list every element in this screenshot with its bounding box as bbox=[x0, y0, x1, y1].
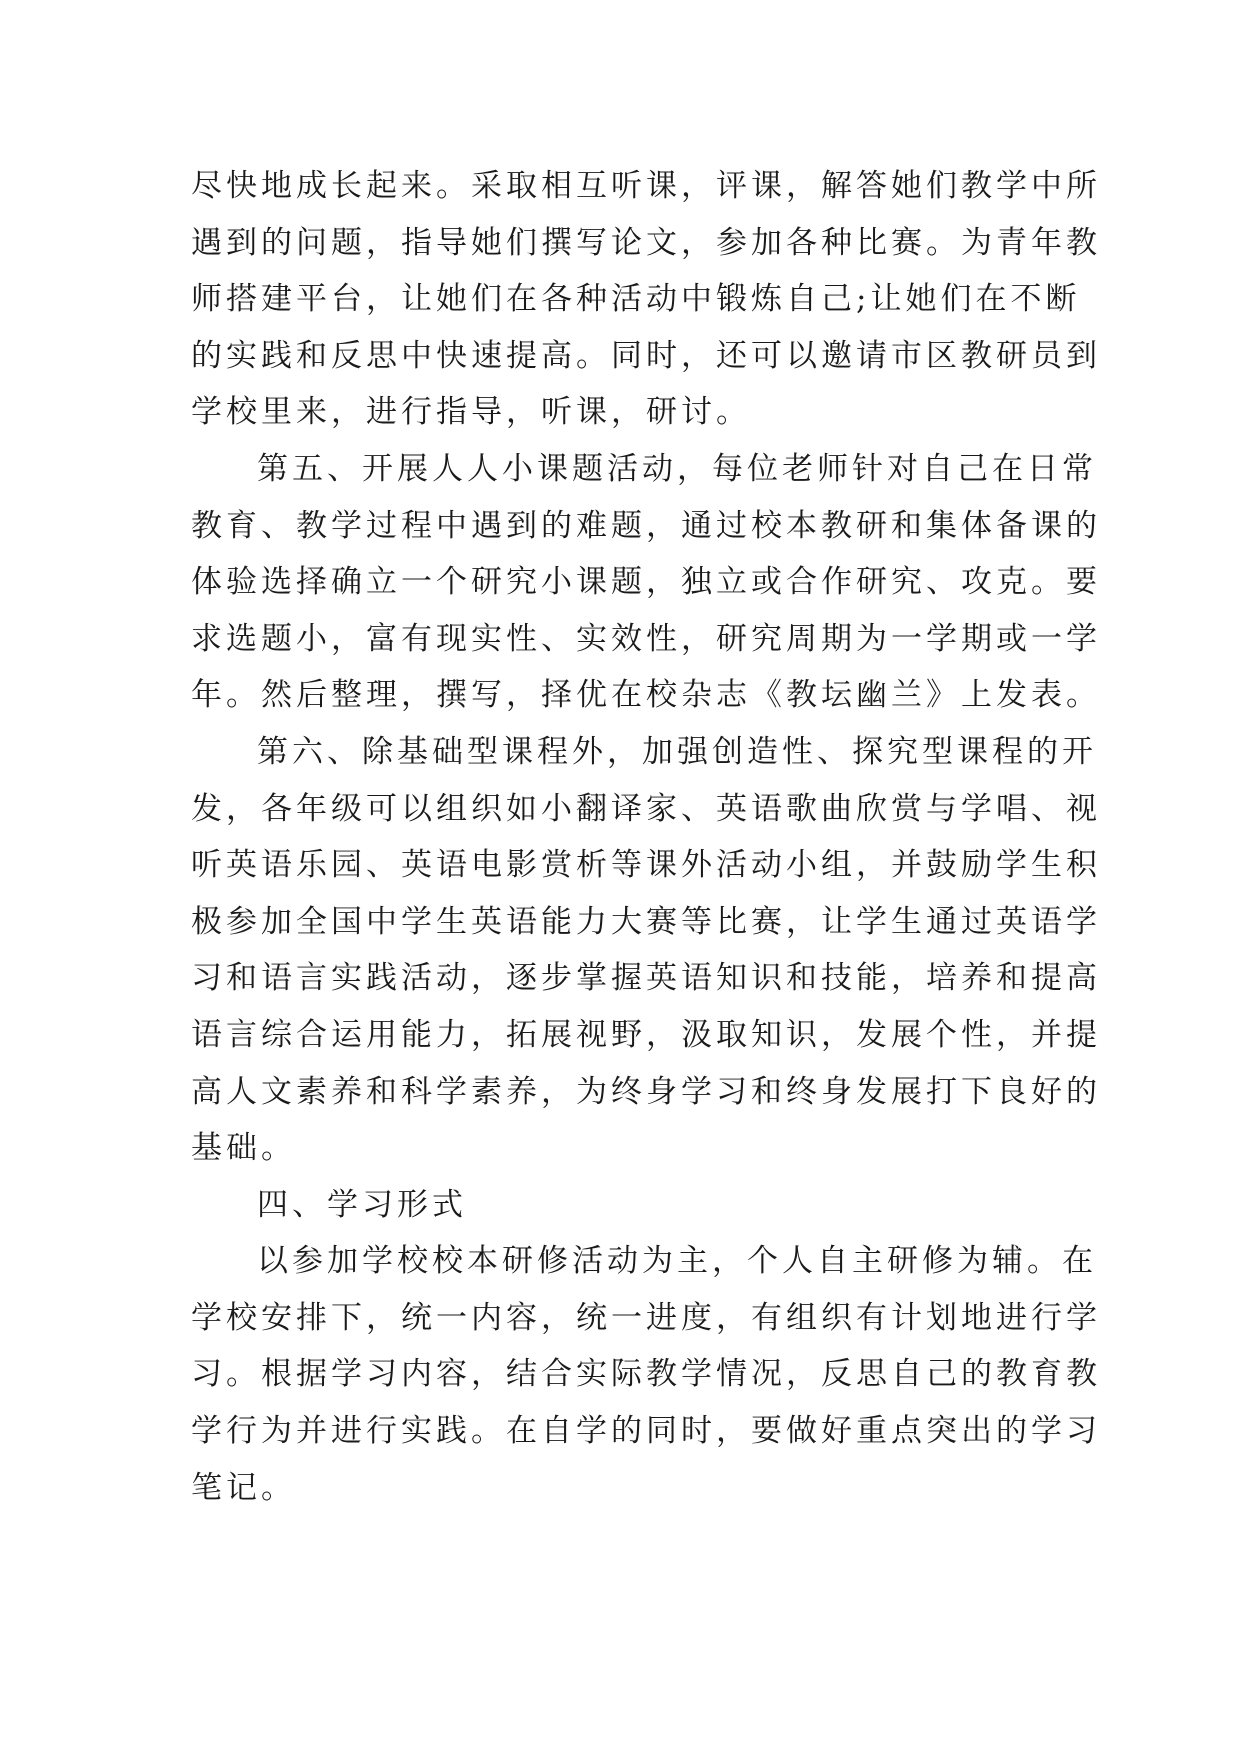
text-line: 师搭建平台，让她们在各种活动中锻炼自己;让她们在不断 bbox=[191, 281, 1081, 318]
text-line: 遇到的问题，指导她们撰写论文，参加各种比赛。为青年教 bbox=[191, 224, 1101, 261]
text-line: 极参加全国中学生英语能力大赛等比赛，让学生通过英语学 bbox=[191, 903, 1101, 940]
text-line: 听英语乐园、英语电影赏析等课外活动小组，并鼓励学生积 bbox=[191, 847, 1101, 884]
text-line: 的实践和反思中快速提高。同时，还可以邀请市区教研员到 bbox=[191, 337, 1101, 374]
text-line: 教育、教学过程中遇到的难题，通过校本教研和集体备课的 bbox=[191, 507, 1101, 544]
text-line: 习和语言实践活动，逐步掌握英语知识和技能，培养和提高 bbox=[191, 960, 1101, 997]
text-line: 高人文素养和科学素养，为终身学习和终身发展打下良好的 bbox=[191, 1073, 1101, 1110]
text-line: 习。根据学习内容，结合实际教学情况，反思自己的教育教 bbox=[191, 1356, 1101, 1393]
paragraph-start-line: 第六、除基础型课程外，加强创造性、探究型课程的开 bbox=[257, 733, 1097, 770]
document-body bbox=[191, 158, 1101, 1516]
text-line: 尽快地成长起来。采取相互听课，评课，解答她们教学中所 bbox=[191, 168, 1101, 204]
text-line: 基础。 bbox=[191, 1130, 296, 1167]
text-line: 学校安排下，统一内容，统一进度，有组织有计划地进行学 bbox=[191, 1299, 1101, 1336]
text-line: 学校里来，进行指导，听课，研讨。 bbox=[191, 394, 751, 431]
text-line: 语言综合运用能力，拓展视野，汲取知识，发展个性，并提 bbox=[191, 1016, 1101, 1053]
text-line: 求选题小，富有现实性、实效性，研究周期为一学期或一学 bbox=[191, 620, 1101, 657]
text-line: 体验选择确立一个研究小课题，独立或合作研究、攻克。要 bbox=[191, 564, 1101, 601]
text-line: 年。然后整理，撰写，择优在校杂志《教坛幽兰》上发表。 bbox=[191, 677, 1101, 714]
text-line: 笔记。 bbox=[191, 1469, 296, 1506]
paragraph-start-line: 第五、开展人人小课题活动，每位老师针对自己在日常 bbox=[257, 450, 1097, 487]
paragraph-start-line: 以参加学校校本研修活动为主，个人自主研修为辅。在 bbox=[257, 1243, 1097, 1280]
section-heading: 四、学习形式 bbox=[257, 1186, 467, 1223]
text-line: 学行为并进行实践。在自学的同时，要做好重点突出的学习 bbox=[191, 1413, 1101, 1450]
text-line: 发，各年级可以组织如小翻译家、英语歌曲欣赏与学唱、视 bbox=[191, 790, 1101, 827]
